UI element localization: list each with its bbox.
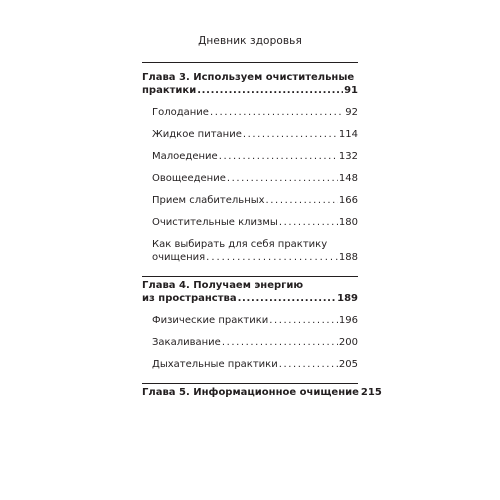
table-of-contents — [142, 62, 382, 399]
toc-chapter-3 — [142, 71, 358, 97]
toc-entry-title: Жидкое питание — [152, 129, 242, 140]
dot-leader — [227, 172, 338, 185]
toc-page-number: 189 — [337, 293, 358, 304]
toc-entry — [142, 336, 358, 349]
toc-entry-title: Малоедение — [152, 151, 218, 162]
toc-entry-title: Очистительные клизмы — [152, 217, 278, 228]
toc-chapter-title-cont: из пространства — [142, 293, 237, 304]
toc-page-number: 92 — [345, 107, 358, 118]
toc-entry-title: Овощеедение — [152, 173, 226, 184]
toc-entry — [142, 172, 358, 185]
toc-entry — [142, 128, 358, 141]
toc-entry-title: Как выбирать для себя практику — [152, 239, 328, 250]
toc-chapter-title: Глава 3. Используем очистительные — [142, 72, 355, 83]
toc-entry — [142, 314, 358, 327]
toc-entry-title-cont: очищения — [152, 252, 206, 263]
toc-page-number: 215 — [360, 387, 382, 398]
dot-leader — [269, 314, 338, 327]
toc-chapter-4 — [142, 279, 358, 305]
toc-chapter-title: Глава 5. Информационное очищение — [142, 387, 359, 398]
toc-entry-title: Физические практики — [152, 315, 269, 326]
toc-chapter-title: Глава 4. Получаем энергию — [142, 280, 304, 291]
dot-leader — [206, 251, 338, 264]
toc-page-number: 196 — [338, 315, 358, 326]
dot-leader — [279, 358, 338, 371]
toc-entry-title: Закаливание — [152, 337, 221, 348]
toc-page-number: 148 — [338, 173, 358, 184]
toc-entry — [142, 238, 358, 264]
toc-entry-title: Дыхательные практики — [152, 359, 278, 370]
toc-page-number: 180 — [338, 217, 358, 228]
toc-page-number: 91 — [344, 85, 358, 96]
toc-page-number: 132 — [338, 151, 358, 162]
dot-leader — [219, 150, 338, 163]
dot-leader — [279, 216, 338, 229]
dot-leader — [197, 84, 343, 97]
toc-chapter-5 — [142, 386, 382, 399]
toc-entry — [142, 216, 358, 229]
section-divider — [142, 276, 358, 277]
toc-entry — [142, 106, 358, 119]
section-divider — [142, 383, 358, 384]
dot-leader — [266, 194, 338, 207]
toc-entry — [142, 150, 358, 163]
dot-leader — [222, 336, 338, 349]
toc-chapter-title-cont: практики — [142, 85, 197, 96]
toc-page-number: 205 — [338, 359, 358, 370]
toc-page-number: 188 — [338, 252, 358, 263]
running-head-title: Дневник здоровья — [198, 35, 302, 47]
toc-entry-title: Голодание — [152, 107, 209, 118]
dot-leader — [243, 128, 338, 141]
toc-entry — [142, 358, 358, 371]
toc-entry-title: Прием слабительных — [152, 195, 265, 206]
toc-entry — [142, 194, 358, 207]
toc-page-number: 200 — [338, 337, 358, 348]
dot-leader — [210, 106, 344, 119]
toc-page-number: 114 — [338, 129, 358, 140]
dot-leader — [238, 292, 337, 305]
toc-page-number: 166 — [338, 195, 358, 206]
